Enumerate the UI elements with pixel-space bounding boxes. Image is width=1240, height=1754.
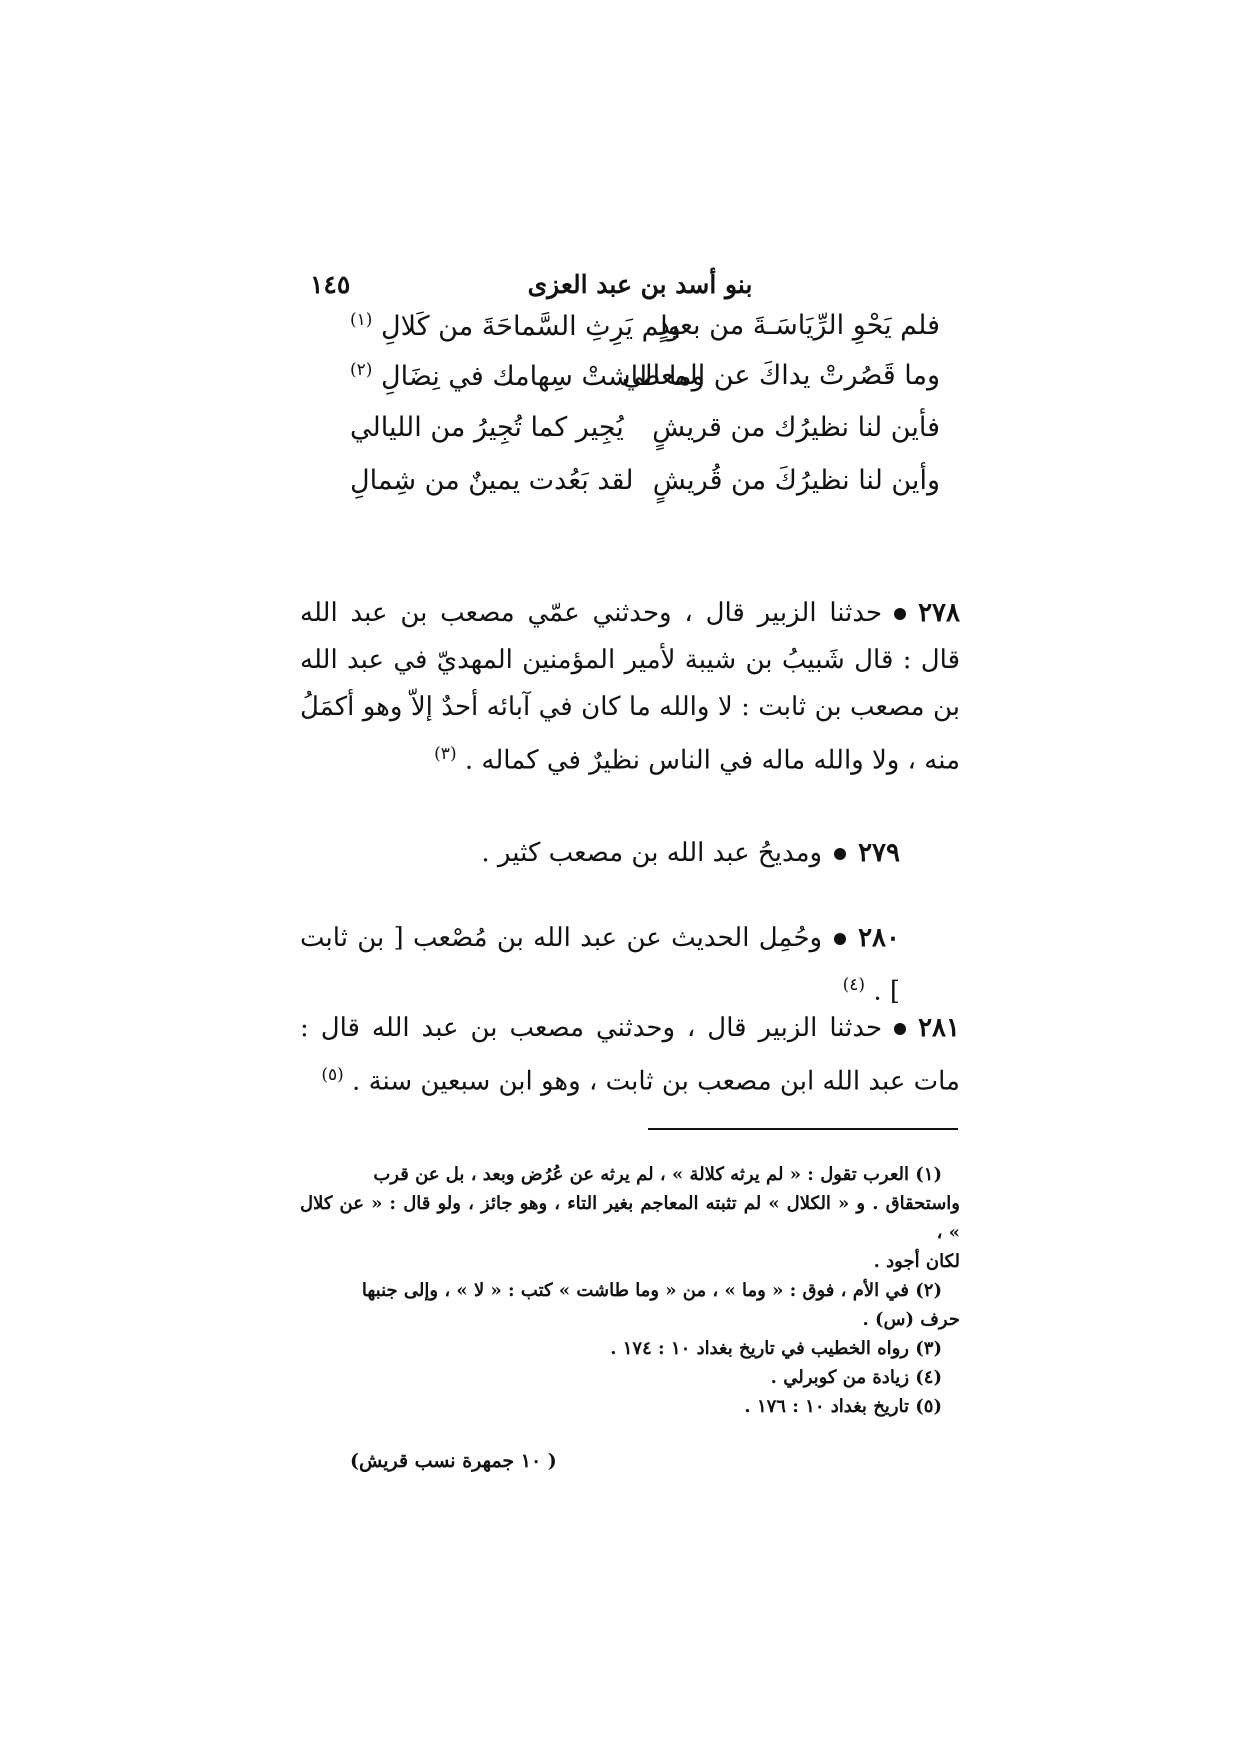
paragraph-text: حدثنا الزبير قال ، وحدثني عمّي مصعب بن عبد الله قال : قال شَبيبُ بن شيبة لأمير المؤمنين المهديّ في عبد الله بن مصعب بن ثابت : لا والله ما كان في آبائه أحدٌ إلاّ وهو أكمَلُ منه ، ولا والله ماله في الناس نظيرٌ في كماله . <box>300 598 960 776</box>
verse-first-hemistich: فلم يَحْوِ الرِّيَاسَـةَ من بعيدٍ <box>657 310 940 341</box>
paragraph-number: ٢٧٩ <box>858 838 900 868</box>
poem-verse <box>350 310 940 362</box>
footnote-ref: (١) <box>350 310 373 330</box>
signature-mark: ( ١٠ جمهرة نسب قريش) <box>350 1450 557 1472</box>
verse-first-hemistich: فأين لنا نظيرُك من قريشٍ <box>652 412 940 443</box>
footnote-line: (٣) رواه الخطيب في تاريخ بغداد ١٠ : ١٧٤ . <box>610 1338 942 1359</box>
running-title: بنو أسد بن عبد العزى <box>527 270 753 299</box>
footnote-4 <box>300 1363 960 1392</box>
verse-second-hemistich <box>350 310 681 342</box>
verse-second-hemistich: لقد بَعُدت يمينٌ من شِمالِ <box>350 465 634 496</box>
paragraph-text: حدثنا الزبير قال ، وحدثني مصعب بن عبد الله قال : مات عبد الله ابن مصعب بن ثابت ، وهو ابن سبعين سنة . <box>300 1013 960 1097</box>
bullet-icon <box>834 933 846 945</box>
footnote-5 <box>300 1392 960 1421</box>
footnote-ref: (٤) <box>842 975 866 995</box>
verse-text: ولم يَرِثِ السَّماحَةَ من كَلالِ <box>381 311 681 342</box>
bullet-icon <box>834 848 846 860</box>
footnote-line: (٥) تاريخ بغداد ١٠ : ١٧٦ . <box>744 1396 942 1417</box>
poem-verse <box>350 465 940 517</box>
footnote-line: حرف (س) . <box>862 1309 960 1330</box>
verse-first-hemistich: وما قَصُرتْ يداكَ عن المعالي <box>621 360 940 391</box>
footnote-separator <box>648 1128 958 1130</box>
running-header <box>310 270 970 310</box>
bullet-icon <box>894 1023 906 1035</box>
footnote-line: واستحقاق . و « الكلال » لم تثبته المعاجم بغير التاء ، وهو جائز ، ولو قال : « عن كلال » ، <box>300 1193 960 1243</box>
footnotes <box>300 1160 960 1421</box>
footnote-ref: (٥) <box>321 1065 344 1085</box>
verse-second-hemistich: يُجِير كما تُجِيرُ من الليالي <box>350 412 624 443</box>
paragraph-number: ٢٨١ <box>918 1013 960 1043</box>
paragraph-number: ٢٧٨ <box>918 598 960 628</box>
verse-second-hemistich <box>350 360 705 392</box>
footnote-3 <box>300 1334 960 1363</box>
verse-first-hemistich: وأين لنا نظيرُكَ من قُريشٍ <box>652 465 940 496</box>
footnote-line: (٢) في الأم ، فوق : « وما » ، من « وما طاشت » كتب : « لا » ، وإلى جنبها <box>361 1280 942 1301</box>
bullet-icon <box>894 608 906 620</box>
footnote-ref: (٢) <box>350 360 373 380</box>
paragraph-279 <box>300 830 960 877</box>
verse-text: وما طاشتْ سِهامك في نِضَالِ <box>381 361 705 392</box>
footnote-line: لكان أجود . <box>873 1251 960 1272</box>
paragraph-text: وحُمِل الحديث عن عبد الله بن مُصْعب [ بن ثابت ] . <box>300 923 900 1007</box>
paragraph-280 <box>300 915 960 1016</box>
paragraph-number: ٢٨٠ <box>858 923 900 953</box>
footnote-2 <box>300 1276 960 1334</box>
page-number: ١٤٥ <box>310 270 351 299</box>
footnote-1 <box>300 1160 960 1276</box>
poem-verse <box>350 360 940 412</box>
paragraph-281 <box>300 1005 960 1106</box>
footnote-ref: (٣) <box>434 744 457 764</box>
footnote-line: (٤) زيادة من كوبرلي . <box>770 1367 942 1388</box>
footnote-line: (١) العرب تقول : « لم يرثه كلالة » ، لم يرثه عن عُرُض وبعد ، بل عن قرب <box>373 1164 942 1185</box>
poem-verse <box>350 412 940 464</box>
paragraph-text: ومديحُ عبد الله بن مصعب كثير . <box>481 838 823 868</box>
paragraph-278 <box>300 590 960 785</box>
